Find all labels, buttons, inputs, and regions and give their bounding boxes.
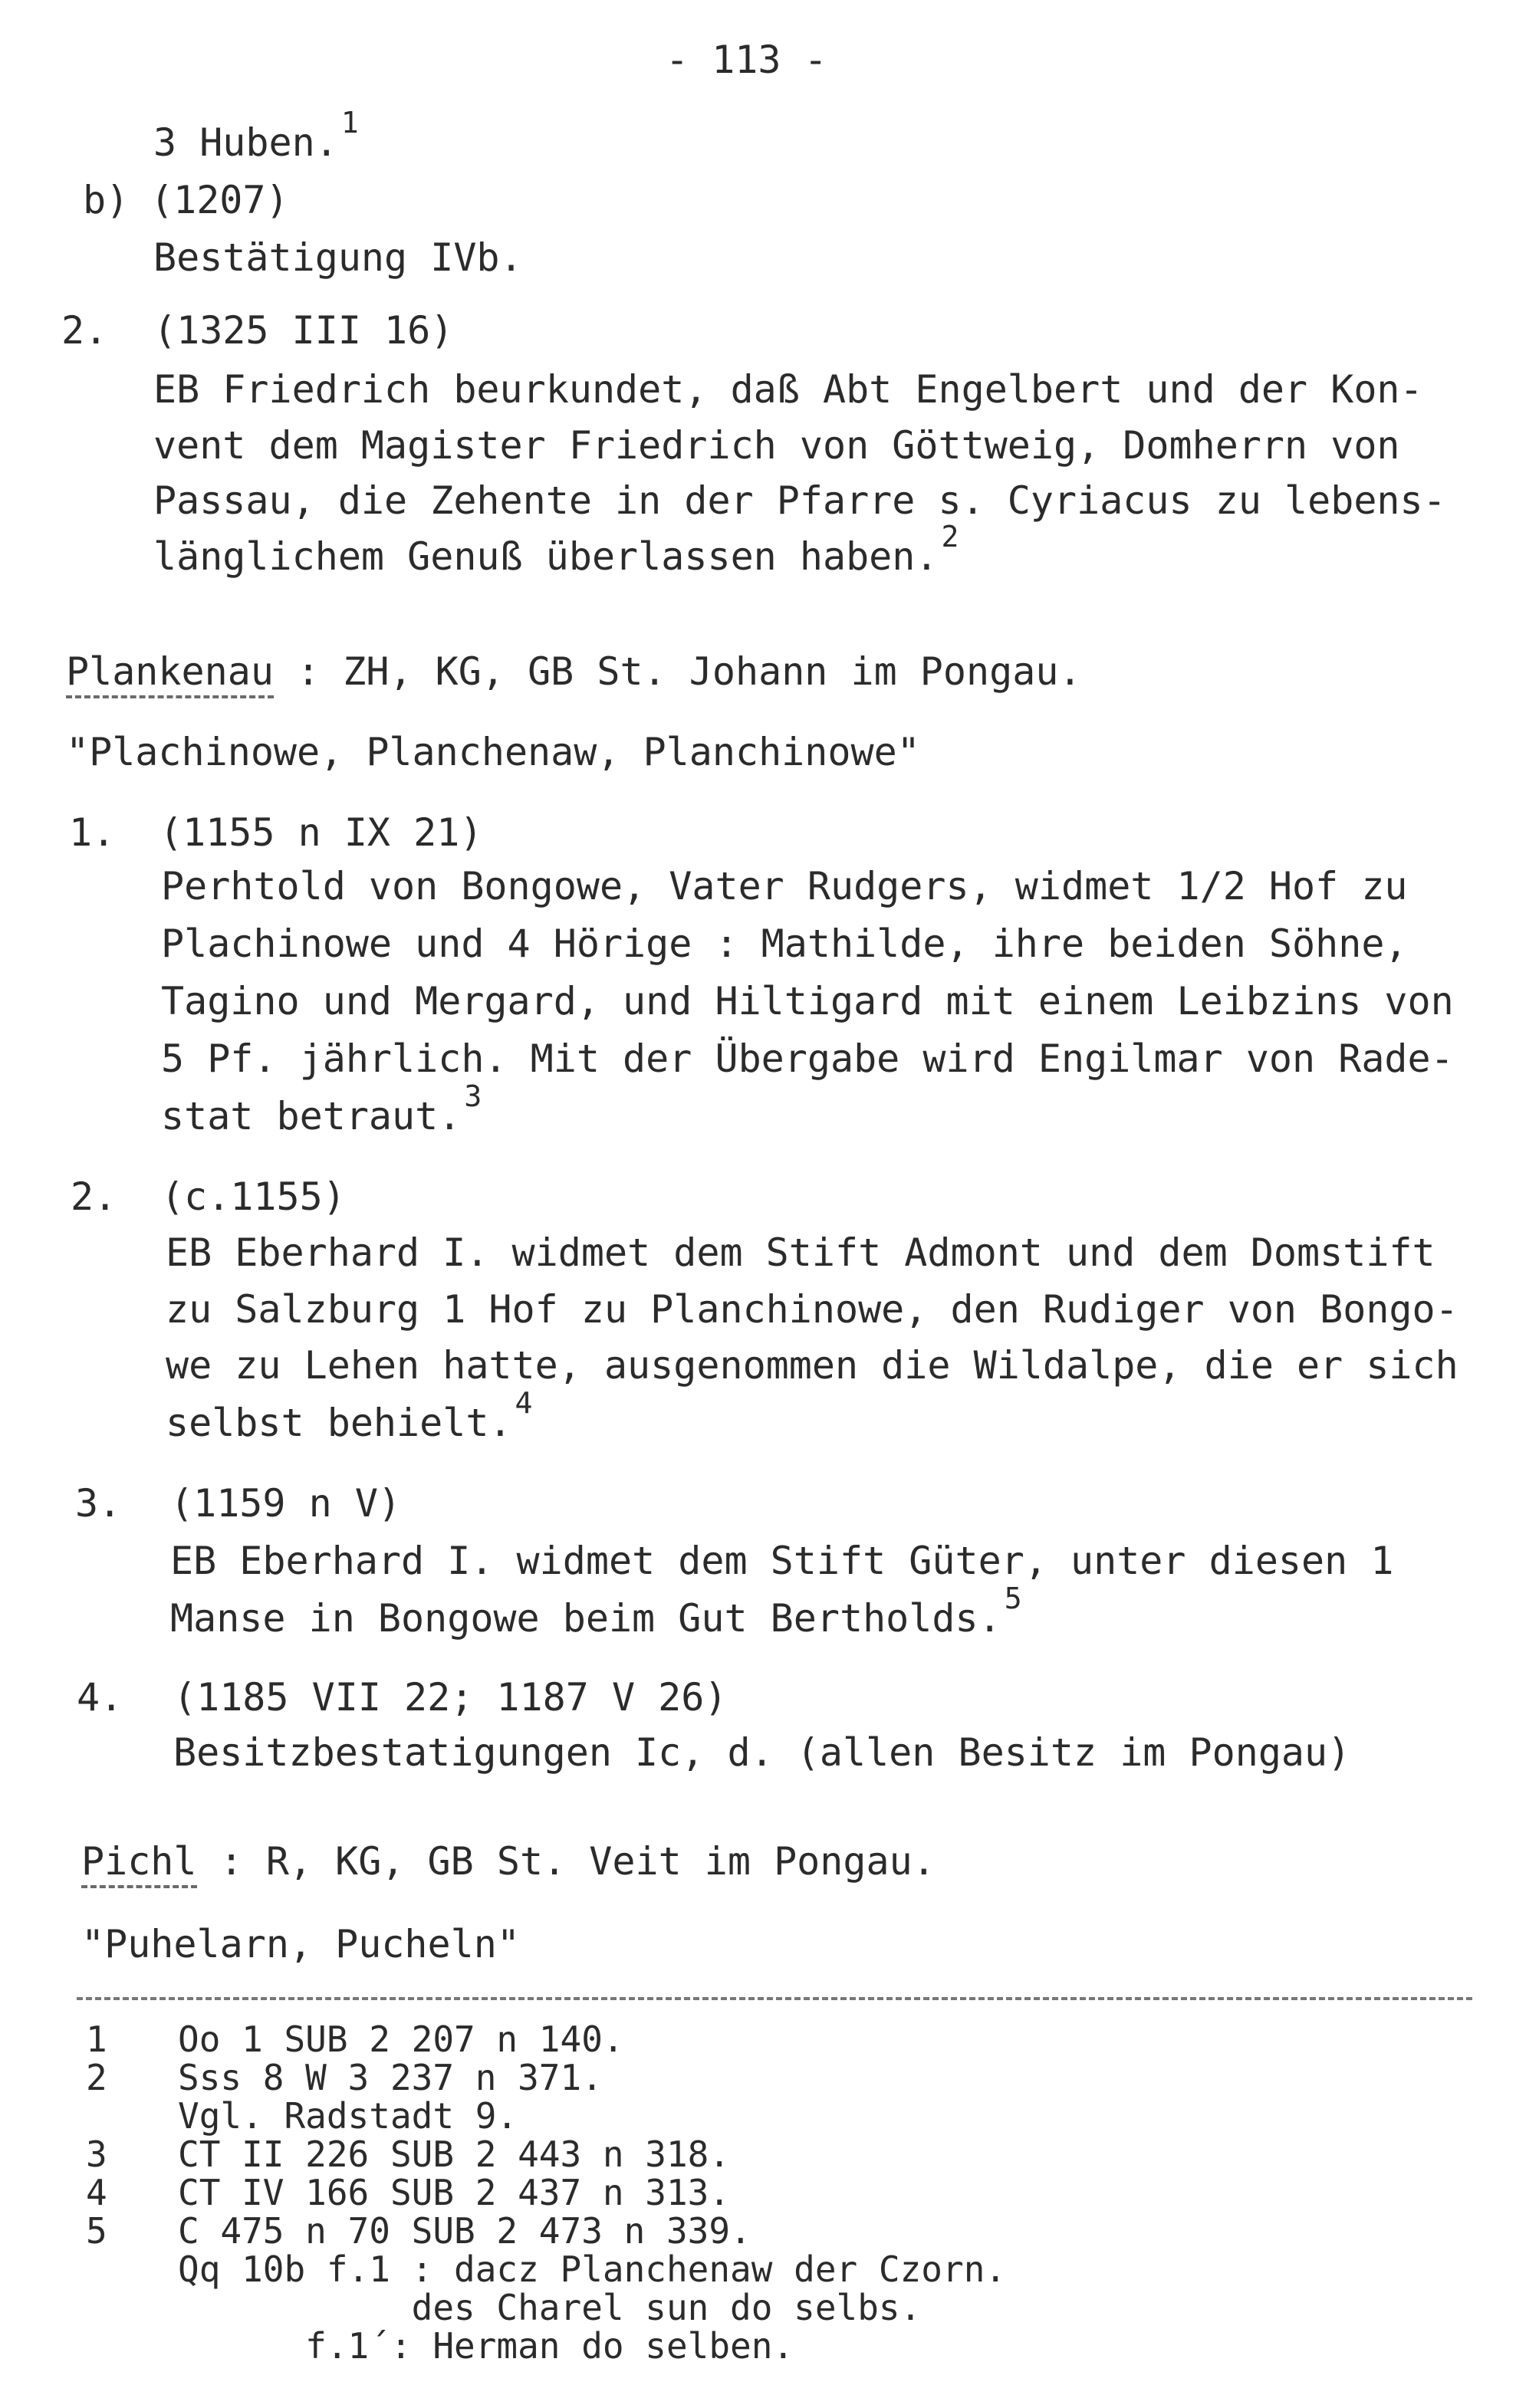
entry-2-line: EB Friedrich beurkundet, daß Abt Engelbert und der Kon-: [153, 367, 1423, 412]
entry-line: we zu Lehen hatte, ausgenommen die Wildalpe, die er sich: [166, 1343, 1458, 1388]
entry-line: Plachinowe und 4 Hörige : Mathilde, ihre beiden Söhne,: [161, 921, 1408, 966]
entry-line: Manse in Bongowe beim Gut Bertholds.: [170, 1596, 1001, 1641]
entry-2-line: vent dem Magister Friedrich von Göttweig, Domherrn von: [153, 423, 1400, 468]
entry-b-number: b): [83, 178, 130, 222]
place-heading-plankenau: [66, 644, 1082, 699]
place-name: Plankenau: [66, 649, 274, 698]
entry-line: Besitzbestatigungen Ic, d. (allen Besitz im Pongau): [173, 1730, 1351, 1775]
footnote-number: 3: [86, 2134, 107, 2175]
footnote-text: Qq 10b f.1 : dacz Planchenaw der Czorn.: [178, 2249, 1007, 2290]
entry-line-last: [166, 1386, 533, 1454]
footnote-text: C 475 n 70 SUB 2 473 n 339.: [178, 2210, 751, 2252]
entry-b-text: Bestätigung IVb.: [153, 235, 523, 280]
huben-text: 3 Huben.: [153, 120, 338, 165]
place-heading-pichl: [81, 1834, 936, 1889]
footnote-ref-4: 4: [515, 1386, 533, 1420]
entry-2-number: 2.: [61, 308, 108, 353]
entry-line: selbst behielt.: [166, 1401, 512, 1445]
entry-line: stat betraut.: [161, 1094, 462, 1138]
footnote-text: des Charel sun do selbs.: [178, 2287, 922, 2328]
entry-date: (1155 n IX 21): [159, 810, 483, 855]
footnote-text: f.1´: Herman do selben.: [178, 2325, 794, 2367]
entry-line: EB Eberhard I. widmet dem Stift Güter, unter diesen 1: [170, 1539, 1394, 1583]
entry-line-last: [161, 1079, 482, 1147]
footnote-number: 1: [86, 2019, 107, 2060]
place-description: : ZH, KG, GB St. Johann im Pongau.: [273, 649, 1082, 694]
footnote-number: 4: [86, 2172, 107, 2213]
place-description: : R, KG, GB St. Veit im Pongau.: [196, 1839, 936, 1884]
footnote-ref-2: 2: [941, 520, 959, 554]
entry-line: zu Salzburg 1 Hof zu Planchinowe, den Rudiger von Bongo-: [166, 1287, 1458, 1332]
entry-date: (c.1155): [161, 1174, 346, 1219]
page-number: - 113 -: [666, 38, 827, 82]
place-name: Pichl: [81, 1839, 197, 1888]
footnote-number: 2: [86, 2057, 107, 2098]
entry-b-date: (1207): [150, 178, 289, 222]
entry-number: 1.: [69, 810, 116, 855]
footnote-ref-3: 3: [464, 1079, 482, 1113]
entry-line: EB Eberhard I. widmet dem Stift Admont und dem Domstift: [166, 1230, 1435, 1275]
entry-number: 3.: [75, 1481, 122, 1526]
footnote-text: Oo 1 SUB 2 207 n 140.: [178, 2019, 624, 2060]
footnote-number: 5: [86, 2210, 107, 2252]
footnote-text: CT IV 166 SUB 2 437 n 313.: [178, 2172, 731, 2213]
place-variants: "Plachinowe, Planchenaw, Planchinowe": [66, 730, 920, 774]
entry-2-line-last: [153, 520, 959, 587]
footnote-ref-1: 1: [340, 106, 359, 140]
entry-date: (1185 VII 22; 1187 V 26): [173, 1675, 728, 1720]
entry-line: Perhtold von Bongowe, Vater Rudgers, widmet 1/2 Hof zu: [161, 864, 1408, 908]
entry-2-line: länglichem Genuß überlassen haben.: [153, 534, 939, 579]
footnote-text: Sss 8 W 3 237 n 371.: [178, 2057, 603, 2098]
entry-line: 5 Pf. jährlich. Mit der Übergabe wird Engilmar von Rade-: [161, 1036, 1454, 1081]
entry-number: 2.: [71, 1174, 117, 1219]
entry-date: (1159 n V): [170, 1481, 402, 1526]
entry-line-last: [170, 1582, 1022, 1649]
place-variants: "Puhelarn, Pucheln": [81, 1922, 520, 1966]
huben-line: [153, 106, 359, 173]
entry-2-line: Passau, die Zehente in der Pfarre s. Cyriacus zu lebens-: [153, 478, 1446, 523]
entry-line: Tagino und Mergard, und Hiltigard mit einem Leibzins von: [161, 979, 1454, 1023]
entry-number: 4.: [77, 1675, 123, 1720]
footnote-separator: [77, 1997, 1472, 2000]
footnote-ref-5: 5: [1004, 1582, 1022, 1615]
footnote-text: CT II 226 SUB 2 443 n 318.: [178, 2134, 731, 2175]
entry-2-date: (1325 III 16): [153, 308, 454, 353]
footnote-text: Vgl. Radstadt 9.: [178, 2095, 518, 2137]
